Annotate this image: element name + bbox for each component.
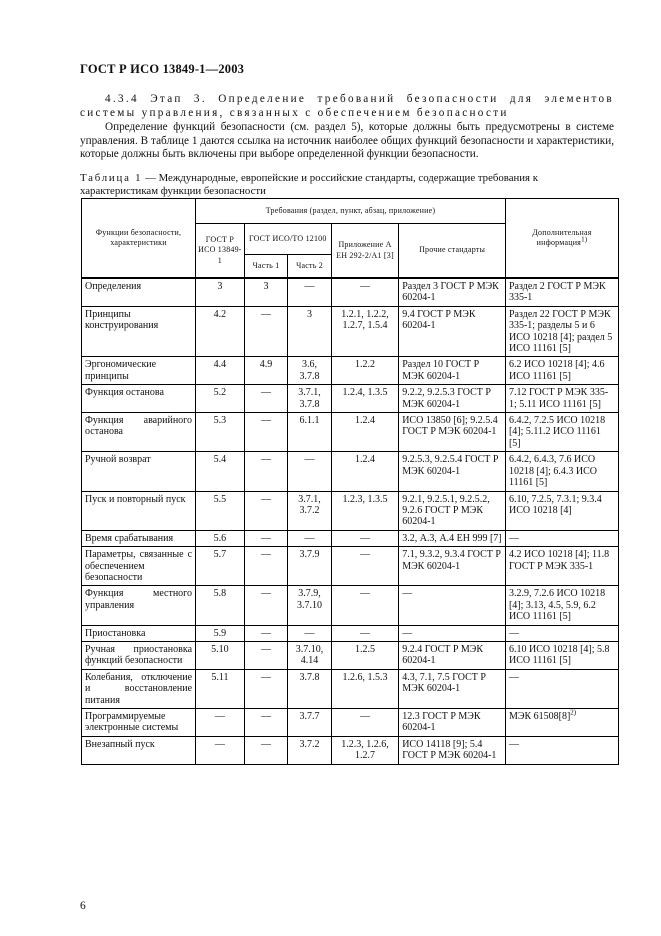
header-gost-iso-to: ГОСТ ИСО/ТО 12100 xyxy=(244,224,331,255)
cell-other: 7.1, 9.3.2, 9.3.4 ГОСТ Р МЭК 60204-1 xyxy=(399,547,506,586)
table-row xyxy=(82,385,619,413)
cell-gost-r-iso: 5.4 xyxy=(196,452,245,491)
page-number: 6 xyxy=(80,900,86,912)
cell-part1: — xyxy=(244,413,288,452)
table-row xyxy=(82,413,619,452)
cell-part2: — xyxy=(288,278,332,306)
cell-additional: 6.2 ИСО 10218 [4]; 4.6 ИСО 11161 [5] xyxy=(505,357,618,385)
cell-other: — xyxy=(399,586,506,625)
cell-part2: 6.1.1 xyxy=(288,413,332,452)
table-caption-label: Таблица 1 xyxy=(80,172,143,184)
cell-annex-a: 1.2.1, 1.2.2, 1.2.7, 1.5.4 xyxy=(331,306,398,357)
cell-function: Ручной возврат xyxy=(82,452,196,491)
cell-annex-a: 1.2.4 xyxy=(331,452,398,491)
header-additional-note: 1) xyxy=(581,235,588,244)
table-row xyxy=(82,736,619,764)
cell-function: Колебания, отключение и восстановление питания xyxy=(82,669,196,708)
header-part2: Часть 2 xyxy=(288,255,332,279)
header-gost-r-iso: ГОСТ Р ИСО 13849-1 xyxy=(196,224,245,279)
cell-additional: 6.10, 7.2.5, 7.3.1; 9.3.4 ИСО 10218 [4] xyxy=(505,491,618,530)
standards-table xyxy=(81,198,619,765)
cell-gost-r-iso: 3 xyxy=(196,278,245,306)
table-caption xyxy=(80,172,616,197)
cell-gost-r-iso: 5.10 xyxy=(196,641,245,669)
cell-additional: 3.2.9, 7.2.6 ИСО 10218 [4]; 3.13, 4.5, 5.9, 6.2 ИСО 11161 [5] xyxy=(505,586,618,625)
step-heading: 4.3.4 Этап 3. Определение требований безопасности для элементов системы управления, связанных с обеспечением безопасности xyxy=(80,93,614,119)
table-row xyxy=(82,452,619,491)
cell-additional-note: 2) xyxy=(570,708,577,717)
cell-gost-r-iso: — xyxy=(196,736,245,764)
table-row xyxy=(82,586,619,625)
cell-part1: — xyxy=(244,547,288,586)
cell-annex-a: 1.2.5 xyxy=(331,641,398,669)
cell-function: Пуск и повторный пуск xyxy=(82,491,196,530)
header-annex-a: Приложение А ЕН 292-2/А1 [3] xyxy=(331,224,398,279)
cell-part1: — xyxy=(244,625,288,641)
cell-other: Раздел 3 ГОСТ Р МЭК 60204-1 xyxy=(399,278,506,306)
cell-part1: — xyxy=(244,669,288,708)
table-row xyxy=(82,709,619,737)
cell-function: Функция останова xyxy=(82,385,196,413)
cell-additional: 6.10 ИСО 10218 [4]; 5.8 ИСО 11161 [5] xyxy=(505,641,618,669)
cell-annex-a: 1.2.3, 1.3.5 xyxy=(331,491,398,530)
cell-other: ИСО 14118 [9]; 5.4 ГОСТ Р МЭК 60204-1 xyxy=(399,736,506,764)
cell-part2: 3.7.7 xyxy=(288,709,332,737)
cell-part1: — xyxy=(244,709,288,737)
cell-part2: 3.7.9, 3.7.10 xyxy=(288,586,332,625)
cell-part2: 3.7.1, 3.7.8 xyxy=(288,385,332,413)
cell-part1: — xyxy=(244,586,288,625)
table-row xyxy=(82,357,619,385)
cell-other: 12.3 ГОСТ Р МЭК 60204-1 xyxy=(399,709,506,737)
table-row xyxy=(82,625,619,641)
document-header: ГОСТ Р ИСО 13849-1—2003 xyxy=(80,62,245,76)
cell-additional: — xyxy=(505,625,618,641)
header-additional: Дополнительная информация$^{1)}$ xyxy=(505,199,618,279)
cell-other: ИСО 13850 [6]; 9.2.5.4 ГОСТ Р МЭК 60204-1 xyxy=(399,413,506,452)
cell-gost-r-iso: 5.2 xyxy=(196,385,245,413)
cell-annex-a: — xyxy=(331,625,398,641)
cell-annex-a: — xyxy=(331,278,398,306)
cell-gost-r-iso: 4.4 xyxy=(196,357,245,385)
table-row xyxy=(82,641,619,669)
table-row xyxy=(82,278,619,306)
cell-function: Определения xyxy=(82,278,196,306)
cell-gost-r-iso: 5.5 xyxy=(196,491,245,530)
cell-gost-r-iso: 5.11 xyxy=(196,669,245,708)
cell-part2: 3.7.10, 4.14 xyxy=(288,641,332,669)
cell-gost-r-iso: — xyxy=(196,709,245,737)
cell-other: — xyxy=(399,625,506,641)
cell-other: 9.2.2, 9.2.5.3 ГОСТ Р МЭК 60204-1 xyxy=(399,385,506,413)
cell-function: Ручная приостановка функций безопасности xyxy=(82,641,196,669)
cell-part1: — xyxy=(244,385,288,413)
header-functions: Функции безопасности, характеристики xyxy=(82,199,196,279)
table-row xyxy=(82,547,619,586)
cell-additional: 6.4.2, 6.4.3, 7.6 ИСО 10218 [4]; 6.4.3 ИСО 11161 [5] xyxy=(505,452,618,491)
header-other: Прочие стандарты xyxy=(399,224,506,279)
cell-additional: — xyxy=(505,530,618,546)
cell-annex-a: 1.2.4 xyxy=(331,413,398,452)
cell-annex-a: — xyxy=(331,709,398,737)
table-row xyxy=(82,306,619,357)
cell-function: Время срабатывания xyxy=(82,530,196,546)
cell-annex-a: — xyxy=(331,547,398,586)
cell-additional: 4.2 ИСО 10218 [4]; 11.8 ГОСТ Р МЭК 335-1 xyxy=(505,547,618,586)
cell-annex-a: 1.2.2 xyxy=(331,357,398,385)
cell-annex-a: 1.2.4, 1.3.5 xyxy=(331,385,398,413)
cell-part2: — xyxy=(288,625,332,641)
cell-part2: — xyxy=(288,530,332,546)
cell-part2: 3.7.2 xyxy=(288,736,332,764)
table-body xyxy=(82,278,619,764)
cell-annex-a: 1.2.3, 1.2.6, 1.2.7 xyxy=(331,736,398,764)
cell-function: Принципы конструирования xyxy=(82,306,196,357)
cell-function: Внезапный пуск xyxy=(82,736,196,764)
cell-additional: Раздел 2 ГОСТ Р МЭК 335-1 xyxy=(505,278,618,306)
cell-part2: 3 xyxy=(288,306,332,357)
cell-other: 4.3, 7.1, 7.5 ГОСТ Р МЭК 60204-1 xyxy=(399,669,506,708)
cell-function: Функция аварийного останова xyxy=(82,413,196,452)
cell-part1: — xyxy=(244,491,288,530)
cell-annex-a: 1.2.6, 1.5.3 xyxy=(331,669,398,708)
header-requirements: Требования (раздел, пункт, абзац, приложение) xyxy=(196,199,506,224)
cell-gost-r-iso: 5.7 xyxy=(196,547,245,586)
cell-function: Функция местного управления xyxy=(82,586,196,625)
cell-other: 9.2.5.3, 9.2.5.4 ГОСТ Р МЭК 60204-1 xyxy=(399,452,506,491)
cell-other: 9.2.1, 9.2.5.1, 9.2.5.2, 9.2.6 ГОСТ Р МЭК 60204-1 xyxy=(399,491,506,530)
cell-additional: 6.4.2, 7.2.5 ИСО 10218 [4]; 5.11.2 ИСО 11161 [5] xyxy=(505,413,618,452)
cell-annex-a: — xyxy=(331,530,398,546)
cell-other: 3.2, А.3, А.4 ЕН 999 [7] xyxy=(399,530,506,546)
cell-part2: — xyxy=(288,452,332,491)
cell-additional: МЭК $61508[8]^{2)}$ xyxy=(505,709,618,737)
cell-function: Приостановка xyxy=(82,625,196,641)
cell-other: 9.2.4 ГОСТ Р МЭК 60204-1 xyxy=(399,641,506,669)
cell-part1: — xyxy=(244,736,288,764)
cell-annex-a: — xyxy=(331,586,398,625)
cell-part2: 3.6, 3.7.8 xyxy=(288,357,332,385)
cell-part1: 4.9 xyxy=(244,357,288,385)
cell-function: Эргономические принципы xyxy=(82,357,196,385)
cell-part1: — xyxy=(244,641,288,669)
cell-additional: 7.12 ГОСТ Р МЭК 335-1; 5.11 ИСО 11161 [5] xyxy=(505,385,618,413)
cell-part1: — xyxy=(244,530,288,546)
table-caption-text: — Международные, европейские и российские стандарты, содержащие требования к характеристикам функции безопасности xyxy=(80,172,538,197)
cell-part2: 3.7.1, 3.7.2 xyxy=(288,491,332,530)
cell-gost-r-iso: 5.8 xyxy=(196,586,245,625)
cell-part2: 3.7.9 xyxy=(288,547,332,586)
cell-part1: 3 xyxy=(244,278,288,306)
cell-gost-r-iso: 4.2 xyxy=(196,306,245,357)
cell-other: 9.4 ГОСТ Р МЭК 60204-1 xyxy=(399,306,506,357)
cell-gost-r-iso: 5.3 xyxy=(196,413,245,452)
intro-paragraph: Определение функций безопасности (см. раздел 5), которые должны быть предусмотрены в системе управления. В таблице 1 даются ссылка на источник наиболее общих функций безопасности и характеристики, которые должны быть включены при выборе определенной функции безопасности. xyxy=(80,121,614,161)
cell-additional: — xyxy=(505,669,618,708)
table-row xyxy=(82,530,619,546)
cell-part1: — xyxy=(244,306,288,357)
header-part1: Часть 1 xyxy=(244,255,288,279)
cell-function: Программируемые электронные системы xyxy=(82,709,196,737)
cell-function: Параметры, связанные с обеспечением безопасности xyxy=(82,547,196,586)
cell-other: Раздел 10 ГОСТ Р МЭК 60204-1 xyxy=(399,357,506,385)
cell-additional: Раздел 22 ГОСТ Р МЭК 335-1; разделы 5 и 6 ИСО 10218 [4]; раздел 5 ИСО 11161 [5] xyxy=(505,306,618,357)
cell-additional: — xyxy=(505,736,618,764)
cell-gost-r-iso: 5.6 xyxy=(196,530,245,546)
table-row xyxy=(82,669,619,708)
table-row xyxy=(82,491,619,530)
cell-gost-r-iso: 5.9 xyxy=(196,625,245,641)
cell-part1: — xyxy=(244,452,288,491)
cell-part2: 3.7.8 xyxy=(288,669,332,708)
